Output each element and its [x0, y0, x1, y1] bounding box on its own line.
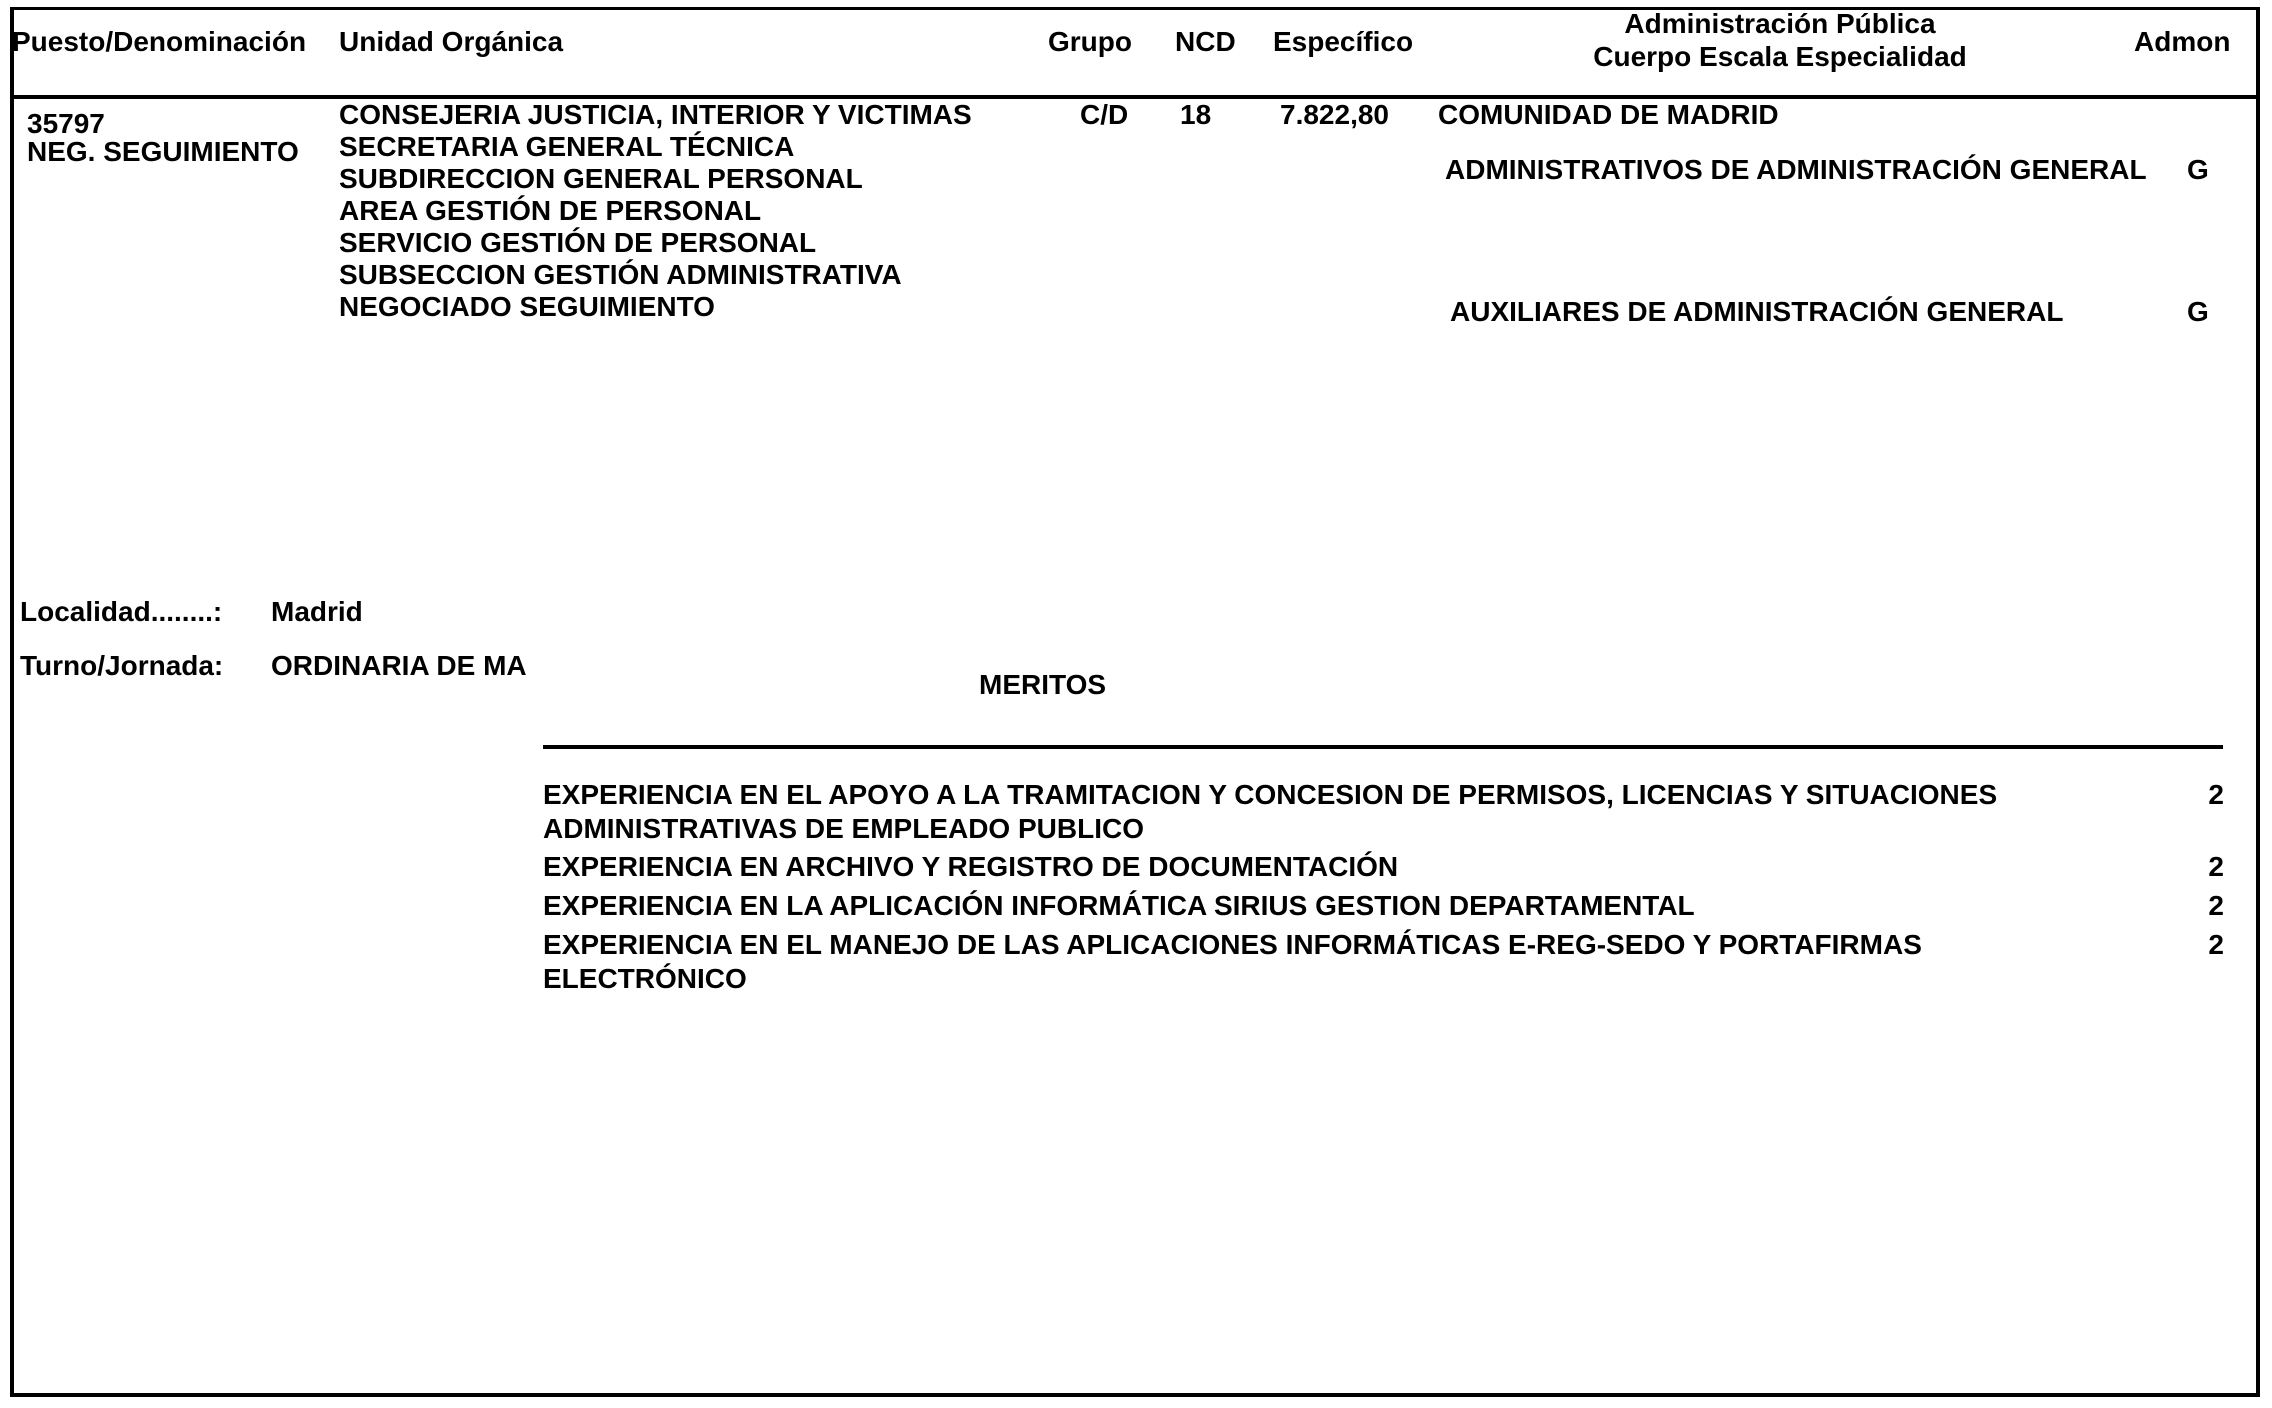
unidad-line: AREA GESTIÓN DE PERSONAL — [339, 195, 762, 226]
puesto-codigo: 35797 — [27, 108, 105, 139]
unidad-line: NEGOCIADO SEGUIMIENTO — [339, 291, 715, 322]
cuerpo-admon: G — [2187, 154, 2209, 185]
header-ncd: NCD — [1175, 26, 1236, 57]
puesto-denominacion: NEG. SEGUIMIENTO — [27, 136, 299, 167]
grupo-value: C/D — [1080, 99, 1129, 130]
cuerpo-name: ADMINISTRATIVOS DE ADMINISTRACIÓN GENERAL — [1445, 154, 2147, 185]
cuerpo-admon: G — [2187, 296, 2209, 327]
header-admon: Admon — [2134, 26, 2231, 57]
header-administracion-publica: Administración Pública — [1624, 8, 1936, 39]
unidad-line: SECRETARIA GENERAL TÉCNICA — [339, 131, 795, 162]
unidad-line: SUBDIRECCION GENERAL PERSONAL — [339, 163, 863, 194]
merito-text: EXPERIENCIA EN EL APOYO A LA TRAMITACION Y CONCESION DE PERMISOS, LICENCIAS Y SITUACIONES ADMINISTRATIVAS DE EMPLEADO PUBLICO — [543, 779, 1998, 844]
meritos-title: MERITOS — [979, 669, 1107, 700]
merito-text: EXPERIENCIA EN ARCHIVO Y REGISTRO DE DOCUMENTACIÓN — [543, 851, 1399, 882]
localidad-label: Localidad........: — [20, 596, 223, 627]
merito-points: 2 — [2208, 929, 2224, 960]
header-especifico: Específico — [1273, 26, 1414, 57]
header-grupo: Grupo — [1048, 26, 1132, 57]
ncd-value: 18 — [1180, 99, 1212, 130]
merito-text: EXPERIENCIA EN LA APLICACIÓN INFORMÁTICA SIRIUS GESTION DEPARTAMENTAL — [543, 890, 1695, 921]
meritos-divider — [543, 745, 2223, 749]
merito-points: 2 — [2208, 851, 2224, 882]
merito-text: EXPERIENCIA EN EL MANEJO DE LAS APLICACIONES INFORMÁTICAS E-REG-SEDO Y PORTAFIRMAS ELECTRÓNICO — [543, 929, 1922, 994]
unidad-organica-list — [339, 99, 972, 323]
localidad-value: Madrid — [271, 596, 363, 627]
unidad-line: CONSEJERIA JUSTICIA, INTERIOR Y VICTIMAS — [339, 99, 972, 130]
turno-label: Turno/Jornada: — [20, 650, 224, 681]
unidad-line: SERVICIO GESTIÓN DE PERSONAL — [339, 227, 817, 258]
turno-value: ORDINARIA DE MA — [271, 650, 527, 681]
merito-points: 2 — [2208, 890, 2224, 921]
cuerpo-name: AUXILIARES DE ADMINISTRACIÓN GENERAL — [1450, 296, 2064, 327]
unidad-line: SUBSECCION GESTIÓN ADMINISTRATIVA — [339, 259, 902, 290]
especifico-value: 7.822,80 — [1280, 99, 1389, 130]
header-cuerpo-escala: Cuerpo Escala Especialidad — [1593, 41, 1967, 72]
header-unidad: Unidad Orgánica — [339, 26, 564, 57]
administracion-value: COMUNIDAD DE MADRID — [1438, 99, 1779, 130]
header-puesto: Puesto/Denominación — [12, 26, 307, 57]
merito-points: 2 — [2208, 779, 2224, 810]
